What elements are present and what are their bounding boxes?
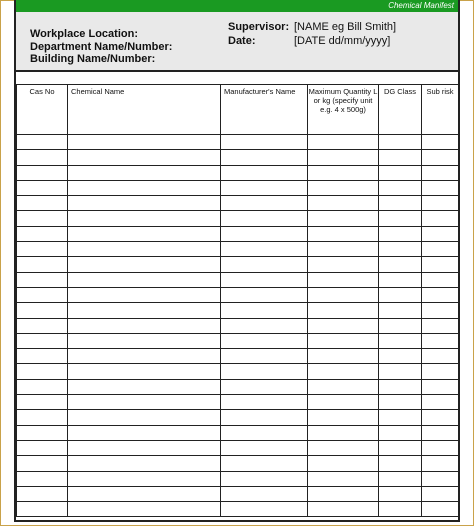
cell-cas-no[interactable] [17,379,68,394]
cell-manufacturer[interactable] [221,272,308,287]
cell-sub-risk[interactable] [422,226,459,241]
table-row [17,135,459,150]
cell-max-quantity[interactable] [308,165,379,180]
cell-sub-risk[interactable] [422,502,459,517]
cell-cas-no[interactable] [17,287,68,302]
cell-cas-no[interactable] [17,333,68,348]
cell-manufacturer[interactable] [221,395,308,410]
cell-sub-risk[interactable] [422,471,459,486]
cell-cas-no[interactable] [17,272,68,287]
table-row [17,165,459,180]
cell-chemical-name[interactable] [68,471,221,486]
cell-cas-no[interactable] [17,502,68,517]
cell-chemical-name[interactable] [68,135,221,150]
cell-max-quantity[interactable] [308,502,379,517]
cell-dg-class[interactable] [379,318,422,333]
table-row [17,440,459,455]
cell-chemical-name[interactable] [68,211,221,226]
cell-chemical-name[interactable] [68,456,221,471]
cell-cas-no[interactable] [17,226,68,241]
cell-chemical-name[interactable] [68,333,221,348]
cell-chemical-name[interactable] [68,196,221,211]
cell-manufacturer[interactable] [221,242,308,257]
table-row [17,502,459,517]
cell-chemical-name[interactable] [68,257,221,272]
cell-manufacturer[interactable] [221,165,308,180]
cell-chemical-name[interactable] [68,318,221,333]
cell-dg-class[interactable] [379,395,422,410]
cell-sub-risk[interactable] [422,257,459,272]
cell-dg-class[interactable] [379,502,422,517]
cell-max-quantity[interactable] [308,486,379,501]
cell-sub-risk[interactable] [422,287,459,302]
cell-max-quantity[interactable] [308,226,379,241]
cell-max-quantity[interactable] [308,303,379,318]
cell-max-quantity[interactable] [308,272,379,287]
cell-dg-class[interactable] [379,272,422,287]
table-row [17,425,459,440]
cell-max-quantity[interactable] [308,135,379,150]
cell-max-quantity[interactable] [308,150,379,165]
cell-manufacturer[interactable] [221,303,308,318]
table-row [17,349,459,364]
cell-sub-risk[interactable] [422,440,459,455]
cell-cas-no[interactable] [17,349,68,364]
cell-sub-risk[interactable] [422,349,459,364]
cell-manufacturer[interactable] [221,379,308,394]
cell-manufacturer[interactable] [221,257,308,272]
column-header-dg-class: DG Class [379,85,422,135]
cell-manufacturer[interactable] [221,349,308,364]
table-row [17,364,459,379]
cell-cas-no[interactable] [17,410,68,425]
cell-cas-no[interactable] [17,303,68,318]
cell-dg-class[interactable] [379,180,422,195]
table-row [17,303,459,318]
supervisor-field[interactable]: [NAME eg Bill Smith] [294,21,397,33]
cell-dg-class[interactable] [379,486,422,501]
table-header-row [17,85,459,135]
cell-chemical-name[interactable] [68,486,221,501]
cell-chemical-name[interactable] [68,242,221,257]
cell-cas-no[interactable] [17,211,68,226]
table-row [17,318,459,333]
table-row [17,180,459,195]
table-row [17,272,459,287]
date-label: Date: [228,35,256,47]
cell-manufacturer[interactable] [221,456,308,471]
cell-manufacturer[interactable] [221,471,308,486]
cell-max-quantity[interactable] [308,471,379,486]
cell-chemical-name[interactable] [68,287,221,302]
cell-cas-no[interactable] [17,440,68,455]
cell-max-quantity[interactable] [308,395,379,410]
cell-chemical-name[interactable] [68,165,221,180]
cell-dg-class[interactable] [379,135,422,150]
cell-sub-risk[interactable] [422,425,459,440]
cell-cas-no[interactable] [17,486,68,501]
cell-cas-no[interactable] [17,196,68,211]
cell-cas-no[interactable] [17,425,68,440]
cell-sub-risk[interactable] [422,318,459,333]
cell-dg-class[interactable] [379,196,422,211]
cell-cas-no[interactable] [17,364,68,379]
cell-chemical-name[interactable] [68,303,221,318]
cell-max-quantity[interactable] [308,364,379,379]
cell-chemical-name[interactable] [68,364,221,379]
building-label: Building Name/Number: [30,53,156,65]
cell-chemical-name[interactable] [68,395,221,410]
cell-cas-no[interactable] [17,318,68,333]
cell-manufacturer[interactable] [221,180,308,195]
cell-dg-class[interactable] [379,440,422,455]
cell-sub-risk[interactable] [422,486,459,501]
cell-sub-risk[interactable] [422,379,459,394]
cell-cas-no[interactable] [17,180,68,195]
cell-max-quantity[interactable] [308,211,379,226]
cell-chemical-name[interactable] [68,440,221,455]
cell-sub-risk[interactable] [422,272,459,287]
column-header-cas-no: Cas No [17,85,68,135]
cell-dg-class[interactable] [379,287,422,302]
cell-max-quantity[interactable] [308,456,379,471]
cell-chemical-name[interactable] [68,226,221,241]
cell-manufacturer[interactable] [221,135,308,150]
cell-sub-risk[interactable] [422,165,459,180]
cell-sub-risk[interactable] [422,196,459,211]
cell-dg-class[interactable] [379,410,422,425]
cell-manufacturer[interactable] [221,425,308,440]
cell-manufacturer[interactable] [221,226,308,241]
cell-sub-risk[interactable] [422,135,459,150]
column-header-max-quantity: Maximum Quantity L or kg (specify unit e.g. 4 x 500g) [308,85,379,135]
cell-manufacturer[interactable] [221,211,308,226]
cell-cas-no[interactable] [17,242,68,257]
chemical-table [16,84,459,517]
form-header [16,12,458,72]
cell-cas-no[interactable] [17,395,68,410]
cell-max-quantity[interactable] [308,349,379,364]
cell-max-quantity[interactable] [308,180,379,195]
table-row [17,395,459,410]
cell-max-quantity[interactable] [308,425,379,440]
cell-sub-risk[interactable] [422,333,459,348]
cell-dg-class[interactable] [379,364,422,379]
table-row [17,456,459,471]
cell-manufacturer[interactable] [221,364,308,379]
cell-dg-class[interactable] [379,349,422,364]
cell-cas-no[interactable] [17,150,68,165]
table-row [17,410,459,425]
cell-chemical-name[interactable] [68,410,221,425]
cell-sub-risk[interactable] [422,150,459,165]
table-row [17,257,459,272]
cell-max-quantity[interactable] [308,318,379,333]
cell-dg-class[interactable] [379,379,422,394]
column-header-chemical-name: Chemical Name [68,85,221,135]
table-row [17,486,459,501]
column-header-sub-risk: Sub risk [422,85,459,135]
table-row [17,242,459,257]
table-row [17,150,459,165]
table-row [17,287,459,302]
cell-sub-risk[interactable] [422,364,459,379]
cell-manufacturer[interactable] [221,410,308,425]
cell-max-quantity[interactable] [308,333,379,348]
cell-max-quantity[interactable] [308,242,379,257]
cell-max-quantity[interactable] [308,287,379,302]
table-row [17,196,459,211]
cell-dg-class[interactable] [379,257,422,272]
cell-manufacturer[interactable] [221,287,308,302]
cell-cas-no[interactable] [17,135,68,150]
cell-sub-risk[interactable] [422,395,459,410]
table-row [17,333,459,348]
manifest-title: Chemical Manifest [388,1,454,10]
cell-max-quantity[interactable] [308,257,379,272]
cell-sub-risk[interactable] [422,242,459,257]
cell-dg-class[interactable] [379,226,422,241]
cell-cas-no[interactable] [17,471,68,486]
cell-max-quantity[interactable] [308,196,379,211]
cell-dg-class[interactable] [379,425,422,440]
cell-manufacturer[interactable] [221,440,308,455]
cell-dg-class[interactable] [379,471,422,486]
cell-dg-class[interactable] [379,456,422,471]
cell-manufacturer[interactable] [221,196,308,211]
table-row [17,226,459,241]
cell-cas-no[interactable] [17,456,68,471]
cell-max-quantity[interactable] [308,410,379,425]
cell-sub-risk[interactable] [422,180,459,195]
cell-dg-class[interactable] [379,303,422,318]
cell-dg-class[interactable] [379,150,422,165]
cell-manufacturer[interactable] [221,502,308,517]
date-field[interactable]: [DATE dd/mm/yyyy] [294,35,391,47]
workplace-location-label: Workplace Location: [30,28,138,40]
cell-sub-risk[interactable] [422,456,459,471]
cell-sub-risk[interactable] [422,410,459,425]
table-row [17,211,459,226]
cell-chemical-name[interactable] [68,425,221,440]
cell-max-quantity[interactable] [308,440,379,455]
cell-dg-class[interactable] [379,211,422,226]
cell-manufacturer[interactable] [221,150,308,165]
cell-chemical-name[interactable] [68,150,221,165]
title-banner [16,0,458,12]
cell-manufacturer[interactable] [221,333,308,348]
table-row [17,471,459,486]
cell-dg-class[interactable] [379,242,422,257]
cell-sub-risk[interactable] [422,303,459,318]
cell-dg-class[interactable] [379,165,422,180]
cell-chemical-name[interactable] [68,272,221,287]
chemical-manifest-sheet [14,0,460,522]
cell-manufacturer[interactable] [221,318,308,333]
cell-max-quantity[interactable] [308,379,379,394]
cell-chemical-name[interactable] [68,180,221,195]
table-body [17,135,459,517]
cell-chemical-name[interactable] [68,502,221,517]
cell-dg-class[interactable] [379,333,422,348]
cell-sub-risk[interactable] [422,211,459,226]
supervisor-label: Supervisor: [228,21,290,33]
column-header-manufacturer: Manufacturer's Name [221,85,308,135]
table-row [17,379,459,394]
cell-manufacturer[interactable] [221,486,308,501]
cell-chemical-name[interactable] [68,379,221,394]
department-label: Department Name/Number: [30,41,173,53]
cell-chemical-name[interactable] [68,349,221,364]
cell-cas-no[interactable] [17,165,68,180]
cell-cas-no[interactable] [17,257,68,272]
